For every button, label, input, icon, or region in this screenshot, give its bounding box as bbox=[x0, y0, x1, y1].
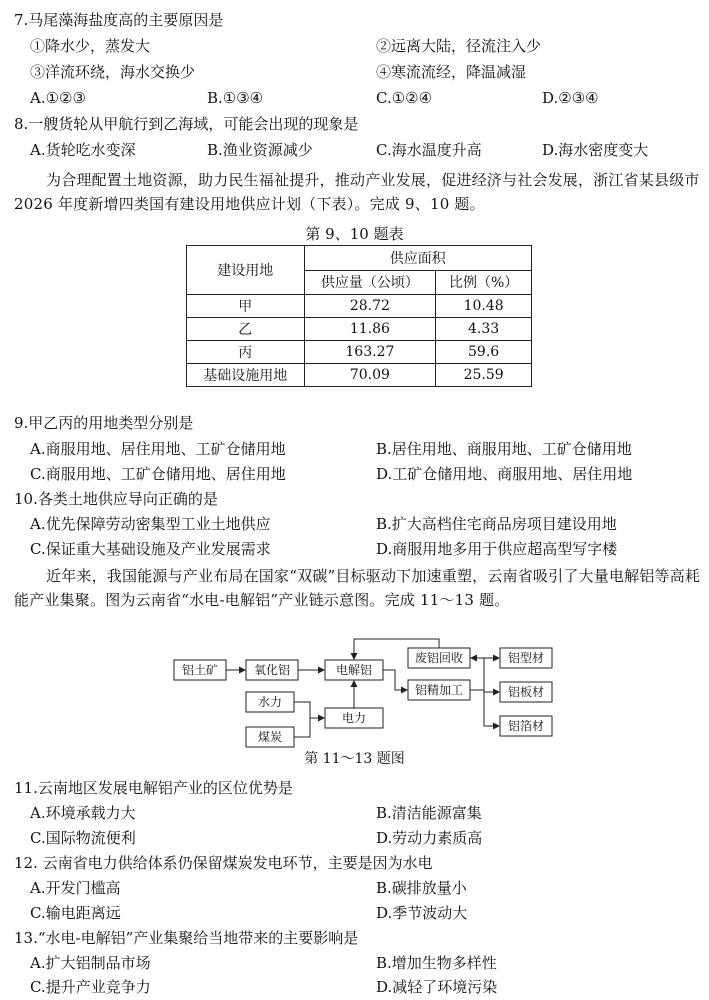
q11-option-c: C.国际物流便利 bbox=[30, 829, 136, 847]
table-row bbox=[187, 341, 532, 364]
node-sheet-label: 铝板材 bbox=[507, 685, 545, 699]
table-cell: 乙 bbox=[187, 318, 305, 341]
table-row bbox=[187, 295, 532, 318]
table-header-supply-area: 供应面积 bbox=[304, 246, 531, 271]
land-supply-table bbox=[186, 245, 532, 387]
q13-option-d: D.减轻了环境污染 bbox=[376, 978, 498, 996]
node-hydro-label: 水力 bbox=[257, 695, 283, 709]
node-finishing-label: 铝精加工 bbox=[414, 683, 464, 697]
q7-option-d: D.②③④ bbox=[542, 89, 599, 107]
q9-option-c: C.商服用地、工矿仓储用地、居住用地 bbox=[30, 465, 286, 483]
node-recycle-label: 废铝回收 bbox=[414, 651, 464, 665]
arrow-finishing-foil bbox=[484, 690, 499, 726]
q9-option-a: A.商服用地、居住用地、工矿仓储用地 bbox=[30, 440, 286, 458]
question-8-stem: 8.一艘货轮从甲航行到乙海域，可能会出现的现象是 bbox=[14, 115, 359, 133]
q8-option-c: C.海水温度升高 bbox=[376, 141, 482, 159]
table-cell: 59.6 bbox=[436, 341, 532, 364]
q8-option-b: B.渔业资源减少 bbox=[207, 141, 313, 159]
q7-item-2: ②远离大陆，径流注入少 bbox=[376, 37, 542, 55]
industry-chain-diagram bbox=[170, 633, 570, 763]
node-profile-label: 铝型材 bbox=[507, 651, 545, 665]
table-cell: 28.72 bbox=[304, 295, 436, 318]
q7-option-b: B.①③④ bbox=[207, 89, 264, 107]
question-13-stem: 13.“水电-电解铝”产业集聚给当地带来的主要影响是 bbox=[14, 929, 359, 947]
q13-option-a: A.扩大铝制品市场 bbox=[30, 954, 151, 972]
q7-option-c: C.①②④ bbox=[376, 89, 433, 107]
question-12-stem: 12. 云南省电力供给体系仍保留煤炭发电环节，主要是因为水电 bbox=[14, 854, 433, 872]
q7-item-1: ①降水少，蒸发大 bbox=[30, 37, 151, 55]
diagram-caption: 第 11～13 题图 bbox=[304, 751, 405, 767]
q12-option-b: B.碳排放量小 bbox=[376, 879, 467, 897]
question-11-stem: 11.云南地区发展电解铝产业的区位优势是 bbox=[14, 779, 293, 797]
question-9-stem: 9.甲乙丙的用地类型分别是 bbox=[14, 414, 194, 432]
table-cell: 163.27 bbox=[304, 341, 436, 364]
table-header-land-type: 建设用地 bbox=[187, 246, 305, 295]
q12-option-a: A.开发门槛高 bbox=[30, 879, 121, 897]
arrow-hydro-power bbox=[294, 702, 324, 718]
node-foil-label: 铝箔材 bbox=[507, 719, 545, 733]
table-header-supply-amount: 供应量（公顷） bbox=[304, 270, 436, 295]
table-cell: 4.33 bbox=[436, 318, 532, 341]
q10-option-c: C.保证重大基础设施及产业发展需求 bbox=[30, 540, 271, 558]
table-row bbox=[187, 364, 532, 387]
q12-option-d: D.季节波动大 bbox=[376, 904, 468, 922]
arrow-coal-power bbox=[294, 718, 310, 737]
table-cell: 甲 bbox=[187, 295, 305, 318]
table-cell: 70.09 bbox=[304, 364, 436, 387]
node-coal-label: 煤炭 bbox=[257, 730, 283, 744]
node-bauxite-label: 铝土矿 bbox=[181, 663, 219, 677]
q9-option-b: B.居住用地、商服用地、工矿仓储用地 bbox=[376, 440, 632, 458]
table-row bbox=[187, 318, 532, 341]
table-cell: 基础设施用地 bbox=[187, 364, 305, 387]
q11-option-d: D.劳动力素质高 bbox=[376, 829, 483, 847]
q7-item-4: ④寒流流经，降温减湿 bbox=[376, 63, 527, 81]
q7-item-3: ③洋流环绕，海水交换少 bbox=[30, 63, 196, 81]
q13-option-b: B.增加生物多样性 bbox=[376, 954, 497, 972]
q11-option-b: B.清洁能源富集 bbox=[376, 804, 482, 822]
table-cell: 丙 bbox=[187, 341, 305, 364]
q9-option-d: D.工矿仓储用地、商服用地、居住用地 bbox=[376, 465, 633, 483]
material-paragraph-2: 近年来，我国能源与产业布局在国家“双碳”目标驱动下加速重塑，云南省吸引了大量电解铝等高耗能产业集聚。图为云南省“水电-电解铝”产业链示意图。完成 11～13 题。 bbox=[14, 567, 701, 609]
q11-option-a: A.环境承载力大 bbox=[30, 804, 136, 822]
arrow-electrolytic-finishing bbox=[383, 670, 407, 690]
q8-option-d: D.海水密度变大 bbox=[542, 141, 649, 159]
node-electrolytic-label: 电解铝 bbox=[335, 663, 373, 677]
q13-option-c: C.提升产业竞争力 bbox=[30, 978, 151, 996]
node-alumina-label: 氧化铝 bbox=[253, 663, 291, 677]
q10-option-d: D.商服用地多用于供应超高型写字楼 bbox=[376, 540, 618, 558]
q8-option-a: A.货轮吃水变深 bbox=[30, 141, 136, 159]
q7-option-a: A.①②③ bbox=[30, 89, 86, 107]
node-power-label: 电力 bbox=[341, 711, 367, 725]
q10-option-b: B.扩大高档住宅商品房项目建设用地 bbox=[376, 515, 617, 533]
table-header-ratio: 比例（%） bbox=[436, 270, 532, 295]
material-paragraph-1: 为合理配置土地资源，助力民生福祉提升，推动产业发展，促进经济与社会发展，浙江省某县级市 2026 年度新增四类国有建设用地供应计划（下表）。完成 9、10 题。 bbox=[14, 171, 700, 213]
arrow-finishing-products bbox=[470, 658, 499, 690]
table-title: 第 9、10 题表 bbox=[305, 225, 404, 243]
question-7-stem: 7.马尾藻海盐度高的主要原因是 bbox=[14, 11, 224, 29]
q10-option-a: A.优先保障劳动密集型工业土地供应 bbox=[30, 515, 271, 533]
q12-option-c: C.输电距离远 bbox=[30, 904, 121, 922]
table-cell: 11.86 bbox=[304, 318, 436, 341]
table-cell: 10.48 bbox=[436, 295, 532, 318]
table-cell: 25.59 bbox=[436, 364, 532, 387]
question-10-stem: 10.各类土地供应导向正确的是 bbox=[14, 490, 218, 508]
